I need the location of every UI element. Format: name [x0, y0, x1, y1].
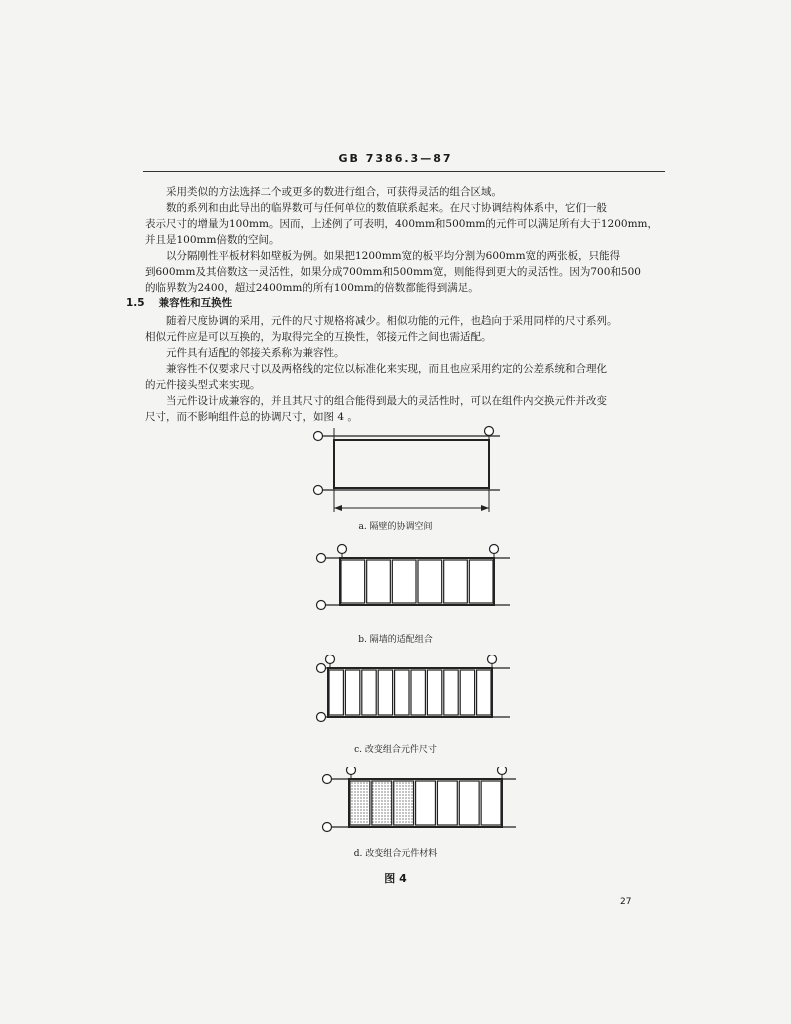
text-line: 以分隔刚性平板材料如壁板为例。如果把1200mm宽的板平均分割为600mm宽的两张板，只能得 — [166, 250, 621, 262]
wall-panel — [378, 670, 392, 715]
grid-node-top-start — [326, 655, 335, 664]
grid-node-top-end — [488, 655, 497, 664]
wall-panel — [481, 781, 501, 825]
section-title: 兼容性和互换性 — [158, 297, 233, 309]
text-line: 到600mm及其倍数这一灵活性，如果分成700mm和500mm宽，则能得到更大的灵活性。因为700和500 — [145, 266, 641, 278]
grid-node-top-left — [317, 664, 326, 673]
section-heading — [126, 295, 246, 310]
figure-d-caption: d. 改变组合元件材料 — [353, 849, 438, 859]
grid-node-top-end — [498, 767, 507, 775]
wall-panel-altered-material — [372, 781, 392, 825]
wall-panel — [329, 670, 343, 715]
text-line: 表示尺寸的增量为100mm。因而，上述例了可表明，400mm和500mm的元件可以满足所有大于1200mm， — [145, 218, 658, 230]
wall-panel — [460, 670, 474, 715]
grid-node-bottom-left — [317, 713, 326, 722]
wall-panel — [411, 670, 425, 715]
wall-panel — [444, 560, 468, 603]
figure-d-diagram — [0, 767, 791, 842]
grid-node-bottom-left — [317, 601, 326, 610]
text-line: 随着尺度协调的采用，元件的尺寸规格将减少。相似功能的元件，也趋向于采用同样的尺寸系列。 — [166, 315, 618, 327]
figure-a-diagram — [0, 422, 791, 522]
text-line: 数的系列和由此导出的临界数可与任何单位的数值联系起来。在尺寸协调结构体系中，它们一般 — [166, 202, 607, 214]
figure-b-caption: b. 隔墙的适配组合 — [358, 635, 433, 645]
text-line: 尺寸，而不影响组件总的协调尺寸，如图 4 。 — [145, 411, 358, 423]
figure-c-caption: c. 改变组合元件尺寸 — [354, 745, 437, 755]
wall-panel — [418, 560, 442, 603]
figure-b-diagram — [0, 538, 791, 616]
text-line: 的元件接头型式来实现。 — [145, 379, 261, 391]
text-line: 采用类似的方法选择二个或更多的数进行组合，可获得灵活的组合区域。 — [166, 186, 502, 198]
section-number: 1.5 — [126, 297, 145, 309]
paragraph-block-a — [145, 184, 665, 296]
text-line: 并且是100mm倍数的空间。 — [145, 234, 280, 246]
grid-node-top-start — [347, 767, 356, 775]
wall-panel — [367, 560, 391, 603]
wall-panel — [427, 670, 441, 715]
grid-node-bottom-left — [323, 823, 332, 832]
figure-label: 图 4 — [384, 872, 407, 885]
text-line: 当元件设计成兼容的，并且其尺寸的组合能得到最大的灵活性时，可以在组件内交换元件并改变 — [166, 395, 607, 407]
standard-header: GB 7386.3—87 — [338, 152, 453, 165]
wall-panel — [416, 781, 436, 825]
grid-node-top-end — [490, 545, 499, 554]
wall-panel-altered-material — [394, 781, 414, 825]
wall-panel — [469, 560, 493, 603]
wall-panel — [341, 560, 365, 603]
grid-node-top-start — [338, 545, 347, 554]
header-rule — [143, 171, 665, 172]
paragraph-block-b — [145, 313, 665, 425]
figure-c-diagram — [0, 655, 791, 730]
wall-panel — [345, 670, 359, 715]
wall-panel — [392, 560, 416, 603]
wall-panel — [437, 781, 457, 825]
wall-panel — [459, 781, 479, 825]
wall-panel — [477, 670, 491, 715]
wall-panel-altered-material — [350, 781, 370, 825]
grid-node-top-left — [323, 775, 332, 784]
wall-panel — [395, 670, 409, 715]
grid-node-top-left — [317, 554, 326, 563]
figure-a-caption: a. 隔壁的协调空间 — [358, 522, 433, 532]
text-line: 相似元件应是可以互换的，为取得完全的互换性，邻接元件之间也需适配。 — [145, 331, 492, 343]
text-line: 兼容性不仅要求尺寸以及两格线的定位以标准化来实现，而且也应采用约定的公差系统和合理化 — [166, 363, 607, 375]
page-number: 27 — [620, 897, 632, 907]
text-line: 元件具有适配的邻接关系称为兼容性。 — [166, 347, 345, 359]
wall-panel — [362, 670, 376, 715]
wall-panel — [444, 670, 458, 715]
text-line: 的临界数为2400，超过2400mm的所有100mm的倍数都能得到满足。 — [145, 282, 479, 294]
